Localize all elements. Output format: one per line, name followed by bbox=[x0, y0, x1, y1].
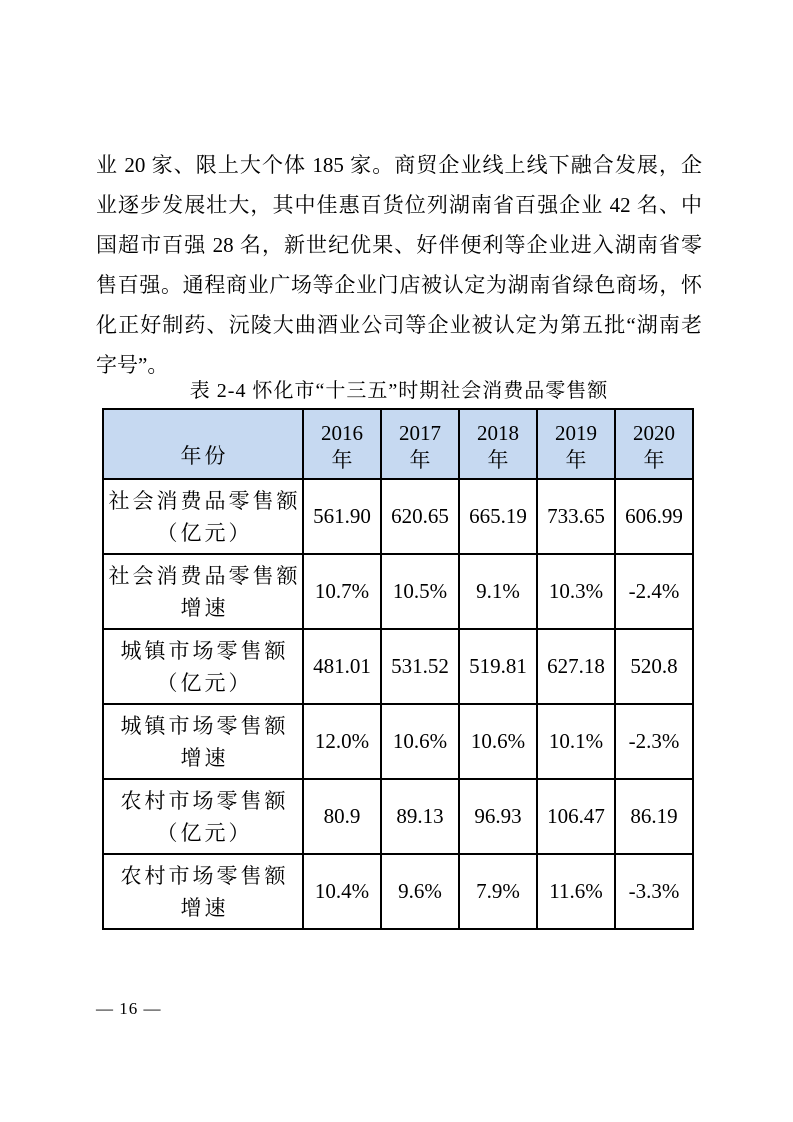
value-cell: 11.6% bbox=[537, 854, 615, 929]
paragraph-line: 国超市百强 28 名，新世纪优果、好伴便利等企业进入湖南省零 bbox=[96, 233, 702, 257]
row-label-cell bbox=[103, 704, 303, 779]
row-label-line2: 增速 bbox=[180, 595, 229, 620]
value-cell: 80.9 bbox=[303, 779, 381, 854]
table-row bbox=[103, 854, 693, 929]
paragraph-line: 售百强。通程商业广场等企业门店被认定为湖南省绿色商场，怀 bbox=[96, 273, 702, 297]
retail-sales-table bbox=[102, 408, 694, 930]
value-cell: 7.9% bbox=[459, 854, 537, 929]
year-value: 2019 bbox=[555, 421, 597, 445]
table-title: 表 2-4 怀化市“十三五”时期社会消费品零售额 bbox=[189, 380, 609, 402]
year-corner-cell: 年份 bbox=[103, 409, 303, 479]
year-suffix: 年 bbox=[487, 448, 509, 472]
year-suffix: 年 bbox=[331, 448, 353, 472]
value-cell: 86.19 bbox=[615, 779, 693, 854]
year-header-cell bbox=[537, 409, 615, 479]
table-row bbox=[103, 479, 693, 554]
value-cell: 10.3% bbox=[537, 554, 615, 629]
year-header-cell bbox=[459, 409, 537, 479]
table-row bbox=[103, 629, 693, 704]
row-label-cell bbox=[103, 854, 303, 929]
table-row bbox=[103, 554, 693, 629]
value-cell: 665.19 bbox=[459, 479, 537, 554]
row-label-line2: 增速 bbox=[180, 895, 229, 920]
year-suffix: 年 bbox=[643, 448, 665, 472]
row-label-line2: （亿元） bbox=[156, 820, 253, 845]
row-label-line2: 增速 bbox=[180, 745, 229, 770]
value-cell: 606.99 bbox=[615, 479, 693, 554]
value-cell: 733.65 bbox=[537, 479, 615, 554]
year-value: 2017 bbox=[399, 421, 441, 445]
value-cell: 89.13 bbox=[381, 779, 459, 854]
year-header-cell bbox=[381, 409, 459, 479]
value-cell: 519.81 bbox=[459, 629, 537, 704]
value-cell: 531.52 bbox=[381, 629, 459, 704]
row-label-line2: （亿元） bbox=[156, 670, 253, 695]
year-suffix: 年 bbox=[409, 448, 431, 472]
value-cell: 9.1% bbox=[459, 554, 537, 629]
value-cell: 96.93 bbox=[459, 779, 537, 854]
row-label-line1: 社会消费品零售额 bbox=[108, 488, 301, 513]
row-label-cell bbox=[103, 779, 303, 854]
value-cell: 10.6% bbox=[459, 704, 537, 779]
value-cell: -3.3% bbox=[615, 854, 693, 929]
value-cell: 106.47 bbox=[537, 779, 615, 854]
row-label-cell bbox=[103, 479, 303, 554]
value-cell: 627.18 bbox=[537, 629, 615, 704]
year-value: 2018 bbox=[477, 421, 519, 445]
paragraph-line: 业逐步发展壮大，其中佳惠百货位列湖南省百强企业 42 名、中 bbox=[96, 193, 702, 217]
value-cell: 10.1% bbox=[537, 704, 615, 779]
paragraph-line: 字号”。 bbox=[96, 353, 169, 377]
row-label-line1: 城镇市场零售额 bbox=[120, 638, 289, 663]
value-cell: 520.8 bbox=[615, 629, 693, 704]
value-cell: 620.65 bbox=[381, 479, 459, 554]
paragraph-line: 化正好制药、沅陵大曲酒业公司等企业被认定为第五批“湖南老 bbox=[96, 313, 702, 337]
year-value: 2016 bbox=[321, 421, 363, 445]
year-header-cell bbox=[615, 409, 693, 479]
value-cell: 12.0% bbox=[303, 704, 381, 779]
row-label-line1: 农村市场零售额 bbox=[120, 788, 289, 813]
row-label-line1: 城镇市场零售额 bbox=[120, 713, 289, 738]
year-header-cell bbox=[303, 409, 381, 479]
table-header-row bbox=[103, 409, 693, 479]
value-cell: 10.6% bbox=[381, 704, 459, 779]
value-cell: 561.90 bbox=[303, 479, 381, 554]
value-cell: -2.3% bbox=[615, 704, 693, 779]
table-row bbox=[103, 779, 693, 854]
value-cell: 9.6% bbox=[381, 854, 459, 929]
body-paragraph bbox=[96, 145, 702, 385]
page-number: — 16 — bbox=[96, 999, 162, 1018]
table-row bbox=[103, 704, 693, 779]
value-cell: -2.4% bbox=[615, 554, 693, 629]
row-label-cell bbox=[103, 554, 303, 629]
year-value: 2020 bbox=[633, 421, 675, 445]
row-label-line2: （亿元） bbox=[156, 520, 253, 545]
value-cell: 481.01 bbox=[303, 629, 381, 704]
row-label-cell bbox=[103, 629, 303, 704]
value-cell: 10.7% bbox=[303, 554, 381, 629]
row-label-line1: 社会消费品零售额 bbox=[108, 563, 301, 588]
value-cell: 10.5% bbox=[381, 554, 459, 629]
row-label-line1: 农村市场零售额 bbox=[120, 863, 289, 888]
year-suffix: 年 bbox=[565, 448, 587, 472]
value-cell: 10.4% bbox=[303, 854, 381, 929]
paragraph-line: 业 20 家、限上大个体 185 家。商贸企业线上线下融合发展，企 bbox=[96, 153, 702, 177]
